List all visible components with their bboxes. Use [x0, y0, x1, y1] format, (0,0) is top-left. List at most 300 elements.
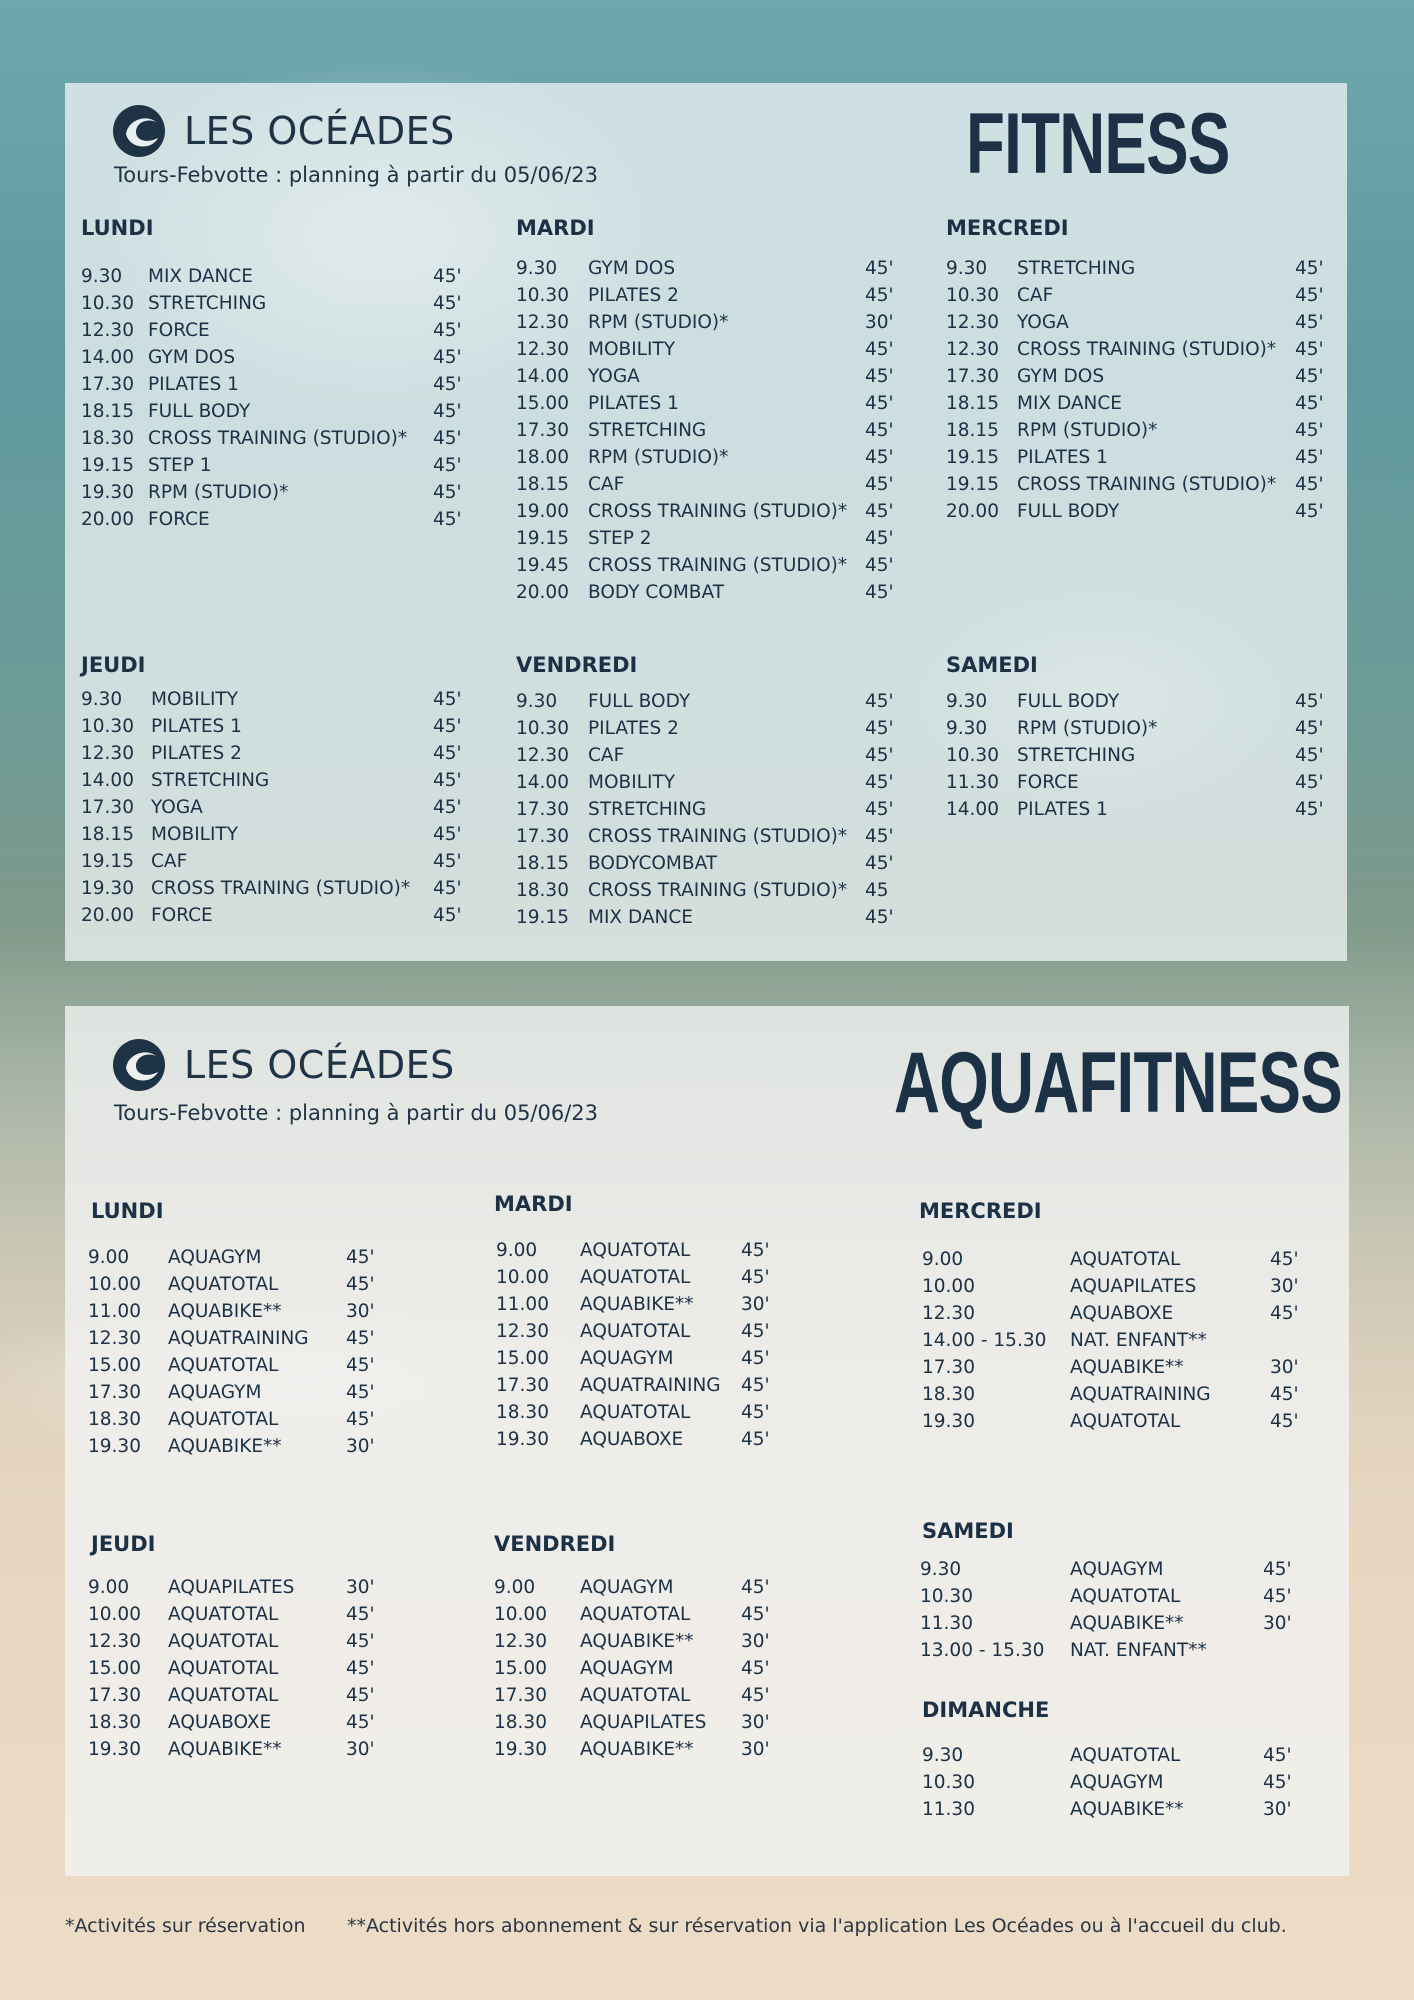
session-row — [88, 1655, 418, 1682]
session-row — [922, 1354, 1322, 1381]
session-row — [496, 1399, 826, 1426]
session-time: 9.00 — [494, 1577, 536, 1598]
session-activity: CROSS TRAINING (STUDIO)* — [1017, 474, 1277, 495]
session-activity: YOGA — [588, 366, 640, 387]
session-activity: AQUAGYM — [580, 1577, 674, 1598]
session-activity: AQUATOTAL — [168, 1274, 279, 1295]
session-activity: YOGA — [151, 797, 203, 818]
session-duration: 45' — [865, 907, 894, 928]
session-duration: 45 — [865, 880, 889, 901]
session-duration: 45' — [346, 1247, 375, 1268]
session-row — [494, 1682, 824, 1709]
session-row — [81, 740, 471, 767]
session-time: 12.30 — [81, 320, 134, 341]
aqua-day-vendredi: VENDREDI — [494, 1532, 616, 1556]
session-duration: 45' — [433, 689, 462, 710]
session-row — [88, 1736, 418, 1763]
session-duration: 45' — [741, 1429, 770, 1450]
session-duration: 45' — [1295, 339, 1324, 360]
session-duration: 45' — [865, 501, 894, 522]
session-row — [516, 769, 906, 796]
session-time: 12.30 — [946, 312, 999, 333]
session-activity: GYM DOS — [148, 347, 236, 368]
aqua-schedule-jeudi — [88, 1574, 418, 1763]
wave-logo-icon — [112, 104, 166, 158]
session-time: 11.30 — [946, 772, 999, 793]
aqua-day-lundi: LUNDI — [91, 1199, 164, 1223]
session-row — [516, 336, 906, 363]
session-activity: AQUATOTAL — [1070, 1249, 1181, 1270]
session-duration: 45' — [1295, 312, 1324, 333]
session-activity: FULL BODY — [148, 401, 251, 422]
session-row — [88, 1682, 418, 1709]
session-row — [494, 1628, 824, 1655]
aquafitness-subtitle: Tours-Febvotte : planning à partir du 05/06/23 — [114, 1101, 599, 1125]
session-duration: 45' — [1295, 772, 1324, 793]
session-row — [922, 1300, 1322, 1327]
footer-note-reservation: *Activités sur réservation — [65, 1915, 306, 1937]
session-activity: AQUAPILATES — [168, 1577, 295, 1598]
session-activity: RPM (STUDIO)* — [148, 482, 289, 503]
session-row — [516, 444, 906, 471]
session-duration: 45' — [1263, 1772, 1292, 1793]
session-row — [81, 317, 471, 344]
session-activity: AQUATOTAL — [168, 1355, 279, 1376]
session-activity: AQUAPILATES — [580, 1712, 707, 1733]
session-activity: RPM (STUDIO)* — [588, 312, 729, 333]
session-time: 9.30 — [81, 266, 123, 287]
session-time: 9.30 — [81, 689, 123, 710]
session-row — [516, 796, 906, 823]
session-activity: AQUAGYM — [580, 1658, 674, 1679]
session-activity: AQUABOXE — [580, 1429, 684, 1450]
session-time: 10.00 — [496, 1267, 549, 1288]
session-time: 19.15 — [946, 474, 999, 495]
session-time: 19.15 — [81, 851, 134, 872]
session-activity: AQUABIKE** — [168, 1436, 282, 1457]
session-row — [516, 363, 906, 390]
session-time: 9.30 — [920, 1559, 962, 1580]
session-activity: CROSS TRAINING (STUDIO)* — [588, 826, 848, 847]
session-activity: PILATES 1 — [151, 716, 242, 737]
session-duration: 45' — [1295, 718, 1324, 739]
session-duration: 45' — [1295, 258, 1324, 279]
session-duration: 45' — [865, 772, 894, 793]
session-activity: RPM (STUDIO)* — [1017, 718, 1158, 739]
session-row — [920, 1610, 1320, 1637]
session-duration: 45' — [1295, 691, 1324, 712]
session-duration: 45' — [741, 1267, 770, 1288]
session-activity: AQUATOTAL — [580, 1240, 691, 1261]
session-time: 19.45 — [516, 555, 569, 576]
session-time: 14.00 — [81, 770, 134, 791]
session-row — [516, 742, 906, 769]
session-time: 18.30 — [88, 1712, 141, 1733]
session-time: 14.00 — [946, 799, 999, 820]
session-activity: STRETCHING — [148, 293, 267, 314]
session-activity: AQUATOTAL — [168, 1631, 279, 1652]
session-time: 10.30 — [81, 716, 134, 737]
fitness-schedule-mardi — [516, 255, 906, 606]
session-row — [88, 1709, 418, 1736]
session-activity: PILATES 2 — [588, 718, 679, 739]
session-row — [88, 1574, 418, 1601]
session-duration: 45' — [433, 851, 462, 872]
session-row — [88, 1406, 418, 1433]
aqua-day-mardi: MARDI — [494, 1192, 573, 1216]
session-row — [946, 769, 1336, 796]
session-row — [922, 1273, 1322, 1300]
session-duration: 45' — [741, 1604, 770, 1625]
session-time: 20.00 — [946, 501, 999, 522]
session-row — [88, 1628, 418, 1655]
session-time: 18.15 — [81, 401, 134, 422]
session-row — [81, 767, 471, 794]
session-duration: 45' — [865, 420, 894, 441]
session-row — [494, 1574, 824, 1601]
session-activity: PILATES 1 — [588, 393, 679, 414]
session-time: 12.30 — [88, 1328, 141, 1349]
session-row — [81, 425, 471, 452]
session-time: 17.30 — [81, 797, 134, 818]
session-duration: 30' — [1263, 1613, 1292, 1634]
session-row — [946, 255, 1336, 282]
session-time: 19.15 — [946, 447, 999, 468]
session-duration: 45' — [346, 1631, 375, 1652]
session-activity: STRETCHING — [588, 420, 707, 441]
session-row — [81, 506, 471, 533]
session-time: 10.30 — [946, 285, 999, 306]
session-activity: STRETCHING — [151, 770, 270, 791]
session-row — [946, 498, 1336, 525]
session-row — [516, 715, 906, 742]
session-row — [88, 1271, 418, 1298]
fitness-schedule-lundi — [81, 263, 471, 533]
session-duration: 45' — [433, 716, 462, 737]
session-activity: AQUATOTAL — [1070, 1411, 1181, 1432]
session-duration: 45' — [741, 1321, 770, 1342]
session-duration: 45' — [865, 718, 894, 739]
aquafitness-title: AQUAFITNESS — [894, 1035, 1342, 1131]
fitness-day-jeudi: JEUDI — [81, 653, 146, 677]
session-activity: MIX DANCE — [1017, 393, 1122, 414]
session-duration: 45' — [741, 1577, 770, 1598]
session-row — [946, 715, 1336, 742]
session-duration: 45' — [433, 743, 462, 764]
session-duration: 45' — [1295, 447, 1324, 468]
session-row — [516, 255, 906, 282]
session-activity: PILATES 2 — [588, 285, 679, 306]
session-activity: FORCE — [148, 320, 210, 341]
session-time: 11.00 — [496, 1294, 549, 1315]
session-row — [88, 1352, 418, 1379]
session-activity: GYM DOS — [1017, 366, 1105, 387]
session-duration: 45' — [1295, 420, 1324, 441]
fitness-schedule-samedi — [946, 688, 1336, 823]
session-duration: 45' — [741, 1685, 770, 1706]
session-row — [516, 498, 906, 525]
session-row — [516, 688, 906, 715]
session-activity: PILATES 1 — [1017, 799, 1108, 820]
session-activity: PILATES 2 — [151, 743, 242, 764]
aqua-day-jeudi: JEUDI — [91, 1532, 156, 1556]
session-time: 20.00 — [81, 905, 134, 926]
session-activity: AQUATOTAL — [1070, 1586, 1181, 1607]
session-time: 13.00 - 15.30 — [920, 1640, 1045, 1661]
session-row — [922, 1742, 1322, 1769]
session-time: 10.00 — [922, 1276, 975, 1297]
session-row — [922, 1381, 1322, 1408]
session-duration: 45' — [865, 826, 894, 847]
session-duration: 45' — [433, 401, 462, 422]
session-duration: 45' — [865, 853, 894, 874]
session-duration: 30' — [1270, 1276, 1299, 1297]
session-duration: 45' — [741, 1348, 770, 1369]
session-row — [81, 821, 471, 848]
session-duration: 45' — [346, 1685, 375, 1706]
session-time: 17.30 — [516, 420, 569, 441]
session-row — [496, 1372, 826, 1399]
session-time: 9.00 — [88, 1247, 130, 1268]
session-row — [494, 1736, 824, 1763]
brand-name: LES OCÉADES — [184, 1043, 455, 1087]
session-row — [81, 848, 471, 875]
session-activity: AQUAGYM — [168, 1382, 262, 1403]
session-time: 19.15 — [516, 528, 569, 549]
session-time: 12.30 — [516, 312, 569, 333]
session-activity: STRETCHING — [1017, 745, 1136, 766]
session-duration: 45' — [433, 878, 462, 899]
session-row — [81, 398, 471, 425]
session-activity: AQUATRAINING — [168, 1328, 309, 1349]
session-time: 12.30 — [494, 1631, 547, 1652]
session-time: 17.30 — [88, 1382, 141, 1403]
session-time: 11.30 — [922, 1799, 975, 1820]
session-time: 9.30 — [946, 691, 988, 712]
session-time: 10.30 — [920, 1586, 973, 1607]
session-duration: 45' — [433, 266, 462, 287]
fitness-subtitle: Tours-Febvotte : planning à partir du 05/06/23 — [114, 163, 599, 187]
session-duration: 45' — [865, 528, 894, 549]
session-row — [516, 579, 906, 606]
session-activity: AQUATOTAL — [580, 1685, 691, 1706]
aqua-schedule-lundi — [88, 1244, 418, 1460]
session-row — [922, 1246, 1322, 1273]
session-time: 10.30 — [946, 745, 999, 766]
session-duration: 45' — [433, 320, 462, 341]
session-activity: CAF — [588, 474, 625, 495]
session-activity: MOBILITY — [151, 689, 239, 710]
aqua-schedule-samedi — [920, 1556, 1320, 1664]
session-activity: MOBILITY — [588, 772, 676, 793]
session-duration: 45' — [1295, 474, 1324, 495]
session-row — [946, 471, 1336, 498]
session-activity: AQUATOTAL — [1070, 1745, 1181, 1766]
fitness-title: FITNESS — [966, 96, 1230, 192]
session-activity: FULL BODY — [1017, 691, 1120, 712]
session-activity: AQUAPILATES — [1070, 1276, 1197, 1297]
aqua-schedule-mardi — [496, 1237, 826, 1453]
session-row — [81, 686, 471, 713]
session-duration: 45' — [346, 1409, 375, 1430]
session-activity: MOBILITY — [151, 824, 239, 845]
session-row — [920, 1583, 1320, 1610]
session-time: 17.30 — [494, 1685, 547, 1706]
session-time: 17.30 — [946, 366, 999, 387]
session-duration: 45' — [433, 509, 462, 530]
session-row — [516, 282, 906, 309]
session-duration: 45' — [1263, 1745, 1292, 1766]
brand-header-aquafitness — [112, 1038, 455, 1092]
session-time: 18.30 — [922, 1384, 975, 1405]
session-time: 19.30 — [922, 1411, 975, 1432]
session-row — [946, 742, 1336, 769]
session-activity: AQUABIKE** — [1070, 1357, 1184, 1378]
session-row — [81, 452, 471, 479]
session-row — [516, 877, 906, 904]
fitness-day-samedi: SAMEDI — [946, 653, 1038, 677]
session-row — [946, 796, 1336, 823]
session-activity: AQUABIKE** — [580, 1739, 694, 1760]
aqua-schedule-mercredi — [922, 1246, 1322, 1435]
session-activity: PILATES 1 — [148, 374, 239, 395]
session-activity: AQUATOTAL — [168, 1604, 279, 1625]
session-duration: 45' — [346, 1328, 375, 1349]
session-time: 9.30 — [516, 258, 558, 279]
session-activity: AQUABIKE** — [1070, 1799, 1184, 1820]
session-activity: AQUABIKE** — [168, 1301, 282, 1322]
session-duration: 45' — [433, 347, 462, 368]
session-activity: AQUATOTAL — [580, 1321, 691, 1342]
session-duration: 45' — [433, 455, 462, 476]
session-activity: AQUABIKE** — [580, 1294, 694, 1315]
session-row — [81, 371, 471, 398]
session-time: 18.15 — [516, 474, 569, 495]
session-time: 17.30 — [88, 1685, 141, 1706]
session-row — [516, 525, 906, 552]
session-duration: 45' — [433, 770, 462, 791]
brand-name: LES OCÉADES — [184, 109, 455, 153]
session-duration: 45' — [346, 1712, 375, 1733]
brand-header-fitness — [112, 104, 455, 158]
session-time: 10.30 — [516, 285, 569, 306]
session-activity: AQUABIKE** — [1070, 1613, 1184, 1634]
session-time: 10.00 — [494, 1604, 547, 1625]
session-time: 12.30 — [922, 1303, 975, 1324]
session-time: 17.30 — [922, 1357, 975, 1378]
session-time: 19.30 — [81, 878, 134, 899]
session-time: 10.30 — [81, 293, 134, 314]
session-duration: 45' — [346, 1658, 375, 1679]
session-row — [946, 444, 1336, 471]
session-activity: AQUABIKE** — [168, 1739, 282, 1760]
session-row — [920, 1556, 1320, 1583]
session-duration: 45' — [865, 258, 894, 279]
session-activity: CROSS TRAINING (STUDIO)* — [151, 878, 411, 899]
session-duration: 45' — [1295, 285, 1324, 306]
session-row — [516, 850, 906, 877]
session-time: 19.30 — [494, 1739, 547, 1760]
session-row — [922, 1408, 1322, 1435]
session-row — [494, 1709, 824, 1736]
session-duration: 45' — [865, 745, 894, 766]
session-row — [946, 336, 1336, 363]
session-row — [946, 282, 1336, 309]
session-row — [81, 875, 471, 902]
session-activity: AQUAGYM — [580, 1348, 674, 1369]
session-row — [81, 290, 471, 317]
session-time: 19.30 — [81, 482, 134, 503]
session-activity: FORCE — [1017, 772, 1079, 793]
session-duration: 30' — [741, 1739, 770, 1760]
session-row — [516, 417, 906, 444]
session-activity: AQUATOTAL — [168, 1409, 279, 1430]
session-duration: 45' — [433, 797, 462, 818]
session-activity: AQUATOTAL — [580, 1604, 691, 1625]
session-duration: 45' — [1263, 1559, 1292, 1580]
session-duration: 45' — [433, 824, 462, 845]
session-time: 18.30 — [88, 1409, 141, 1430]
session-row — [496, 1291, 826, 1318]
session-time: 9.30 — [922, 1745, 964, 1766]
aqua-schedule-vendredi — [494, 1574, 824, 1763]
session-row — [496, 1345, 826, 1372]
session-time: 12.30 — [946, 339, 999, 360]
session-duration: 45' — [1295, 745, 1324, 766]
session-duration: 30' — [741, 1294, 770, 1315]
session-time: 11.30 — [920, 1613, 973, 1634]
session-time: 15.00 — [496, 1348, 549, 1369]
session-row — [81, 794, 471, 821]
session-duration: 45' — [433, 293, 462, 314]
session-time: 14.00 — [516, 772, 569, 793]
session-duration: 45' — [1270, 1303, 1299, 1324]
session-time: 10.00 — [88, 1274, 141, 1295]
session-duration: 45' — [346, 1274, 375, 1295]
session-duration: 45' — [741, 1375, 770, 1396]
session-activity: CAF — [588, 745, 625, 766]
session-row — [88, 1601, 418, 1628]
session-time: 20.00 — [516, 582, 569, 603]
session-time: 15.00 — [494, 1658, 547, 1679]
wave-logo-icon — [112, 1038, 166, 1092]
session-duration: 45' — [1295, 501, 1324, 522]
fitness-day-mardi: MARDI — [516, 216, 595, 240]
session-row — [516, 471, 906, 498]
session-row — [946, 363, 1336, 390]
aqua-schedule-dimanche — [922, 1742, 1322, 1823]
session-row — [516, 552, 906, 579]
session-activity: AQUATOTAL — [580, 1267, 691, 1288]
session-activity: MOBILITY — [588, 339, 676, 360]
session-row — [494, 1655, 824, 1682]
footer-note-outside-subscription: **Activités hors abonnement & sur réservation via l'application Les Océades ou à l'accueil du club. — [347, 1915, 1287, 1937]
session-activity: MIX DANCE — [148, 266, 253, 287]
session-time: 12.30 — [81, 743, 134, 764]
session-time: 9.00 — [496, 1240, 538, 1261]
fitness-day-lundi: LUNDI — [81, 216, 154, 240]
session-activity: AQUABIKE** — [580, 1631, 694, 1652]
session-duration: 45' — [741, 1402, 770, 1423]
session-duration: 45' — [1270, 1384, 1299, 1405]
session-duration: 45' — [741, 1658, 770, 1679]
session-activity: CROSS TRAINING (STUDIO)* — [148, 428, 408, 449]
session-row — [81, 713, 471, 740]
session-row — [88, 1325, 418, 1352]
session-duration: 45' — [433, 482, 462, 503]
session-activity: CROSS TRAINING (STUDIO)* — [1017, 339, 1277, 360]
session-row — [516, 904, 906, 931]
